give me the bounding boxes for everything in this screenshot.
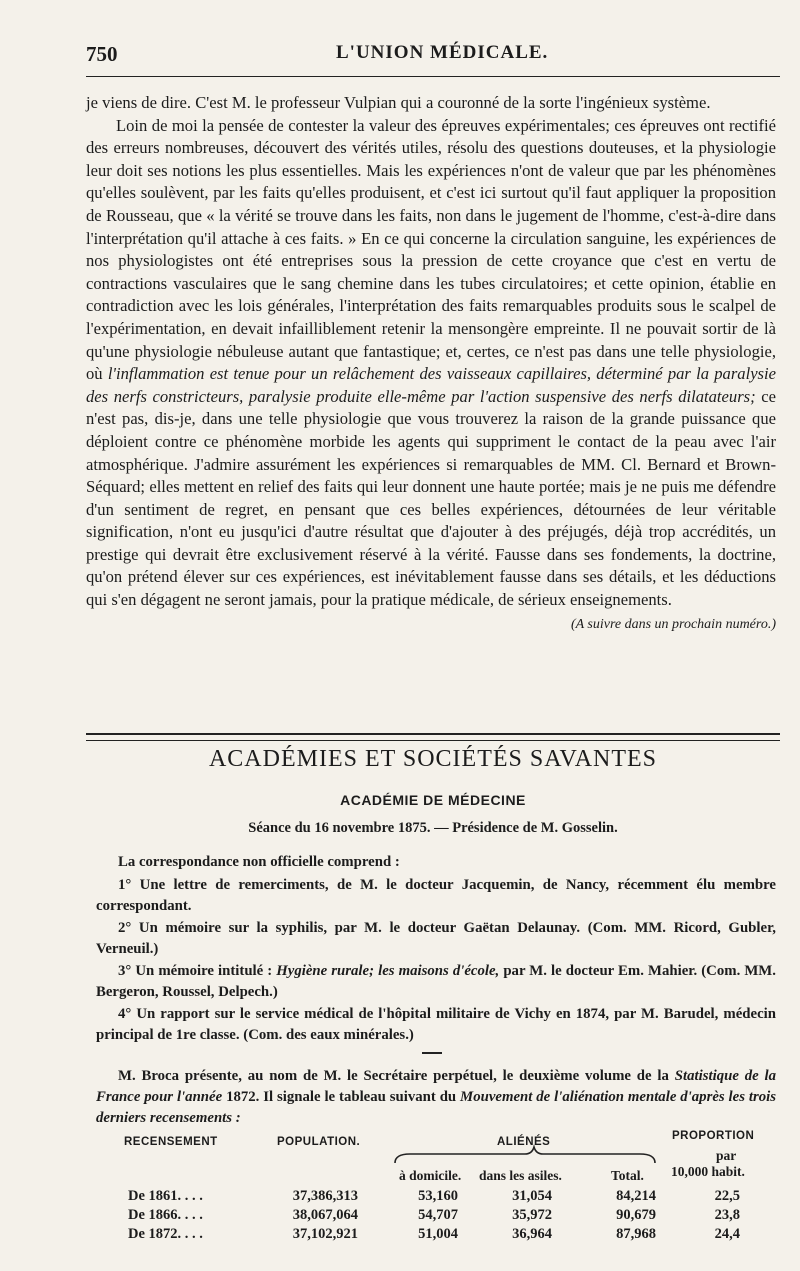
cell-proportion: 22,5	[714, 1188, 740, 1204]
article-body	[86, 92, 776, 636]
item-suffix: par M. le docteur Em. Mahier. (Com. MM. Bergeron, Roussel, Delpech.)	[96, 962, 776, 1000]
running-title: L'UNION MÉDICALE.	[336, 42, 549, 63]
item-prefix: 3° Un mémoire intitulé :	[118, 962, 273, 979]
broca-title-b: Mouvement de l'aliénation mentale d'après les trois derniers recensements :	[96, 1089, 776, 1126]
italic-passage: l'inflammation est tenue pour un relâchement des vaisseaux capillaires, déterminé par la paralysie des nerfs constricteurs, paralysie produite elle-même par l'action suspensive des nerfs dilatateurs;	[86, 364, 776, 406]
list-item: 4° Un rapport sur le service médical de l'hôpital militaire de Vichy en 1874, par M. Barudel, médecin principal de 1re classe. (Com. des eaux minérales.)	[96, 1005, 776, 1043]
header-rule	[86, 76, 780, 77]
cell-home: 53,160	[418, 1188, 458, 1204]
page-number: 750	[86, 42, 118, 66]
header-total: Total.	[611, 1168, 644, 1183]
header-asylums: dans les asiles.	[479, 1168, 562, 1183]
cell-year: De 1861. . . .	[128, 1188, 203, 1204]
list-item: 2° Un mémoire sur la syphilis, par M. le docteur Gaëtan Delaunay. (Com. MM. Ricord, Gubler, Verneuil.)	[96, 919, 776, 957]
section-subtitle: ACADÉMIE DE MÉDECINE	[340, 792, 526, 808]
cell-year: De 1872. . . .	[128, 1226, 203, 1242]
paragraph	[86, 115, 776, 612]
item-title: Hygiène rurale; les maisons d'école,	[276, 962, 500, 979]
broca-title-a: Statistique de la France pour l'année	[96, 1068, 776, 1105]
broca-text-a: présente, au nom de M. le Secrétaire perpétuel, le deuxième volume de la	[184, 1068, 669, 1084]
paragraph: je viens de dire. C'est M. le professeur Vulpian qui a couronné de la sorte l'ingénieux système.	[86, 93, 711, 112]
header-per: 10,000 habit.	[671, 1164, 745, 1179]
header-par: par	[716, 1148, 737, 1163]
cell-total: 84,214	[616, 1188, 656, 1204]
cell-asylums: 36,964	[512, 1226, 552, 1242]
cell-proportion: 24,4	[714, 1226, 740, 1242]
cell-population: 37,386,313	[292, 1188, 358, 1204]
cell-proportion: 23,8	[714, 1207, 740, 1223]
cell-population: 38,067,064	[292, 1207, 358, 1223]
cell-asylums: 31,054	[512, 1188, 552, 1204]
cell-total: 87,968	[616, 1226, 656, 1242]
page-header	[86, 38, 780, 74]
paragraph	[96, 1066, 776, 1129]
header-alienes: ALIÉNÉS	[497, 1136, 551, 1148]
list-item	[96, 961, 776, 1004]
presenter-name: M. Broca	[118, 1068, 180, 1084]
header-population: POPULATION.	[277, 1136, 361, 1148]
cell-home: 54,707	[418, 1207, 458, 1223]
broca-text-b: 1872. Il signale le tableau suivant du	[226, 1089, 457, 1105]
header-home: à domicile.	[399, 1168, 462, 1183]
short-rule	[422, 1052, 442, 1054]
list-item: 1° Une lettre de remerciments, de M. le docteur Jacquemin, de Nancy, récemment élu membre correspondant.	[96, 876, 776, 914]
header-census: RECENSEMENT	[124, 1136, 218, 1148]
cell-home: 51,004	[418, 1226, 458, 1242]
section-double-rule	[86, 733, 780, 741]
paragraph-end: ce n'est pas, dis-je, dans une telle physiologie que vous trouverez la raison de la grande puissance que déploient contre ce phénomène morbide les agents qui suppriment le contact de la peau avec l'air atmosphérique. J'admire assurément les expériences si remarquables de MM. Cl. Bernard et Brown-Séquard; elles mettent en relief des faits qui leur donnent une haute portée; mais je ne puis me défendre d'un sentiment de regret, en pensant que ces belles expériences, détournées de leur véritable signification, n'ont eu jusqu'ici d'autre résultat que d'ajouter à des préjugés, déjà trop accrédités, un prestige qui devrait être exclusivement réservé à la vérité. Fausse dans ses fondements, la doctrine, qu'on prétend élever sur ces expériences, est inévitablement fausse dans ses détails, et les déductions qui s'en dégagent ne seront jamais, pour la pratique médicale, de sérieux enseignements.	[86, 386, 776, 610]
header-proportion: PROPORTION	[672, 1130, 755, 1142]
correspondence-heading: La correspondance non officielle comprend :	[118, 854, 400, 870]
cell-total: 90,679	[616, 1207, 656, 1223]
correspondence	[96, 852, 776, 1047]
session-line: Séance du 16 novembre 1875. — Présidence de M. Gosselin.	[248, 820, 618, 836]
broca-paragraph	[96, 1066, 776, 1129]
cell-asylums: 35,972	[512, 1207, 552, 1223]
cell-population: 37,102,921	[292, 1226, 358, 1242]
paragraph-text: Loin de moi la pensée de contester la valeur des épreuves expérimentales; ces épreuves ont rectifié des erreurs nombreuses, découvert des vérités utiles, résolu des questions douteuses, et la physiologie leur doit ses notions les plus essentielles. Mais les expériences n'ont de valeur que par les phénomènes qu'elles soulèvent, par les faits qu'elles produisent, et c'est ici surtout qu'il faut appliquer la proposition de Rousseau, que « la vérité se trouve dans les faits, non dans le jugement de l'homme, c'est-à-dire dans l'interprétation qu'il attache à ces faits. » En ce qui concerne la circulation sanguine, les expériences de nos physiologistes ont été entreprises sous la pression de cette croyance que c'est en vertu de contractions vasculaires que le sang chemine dans les tubes circulatoires; et cette opinion, établie en contradiction avec les lois générales, l'interprétation des faits remarquables produits sous le scalpel de l'expérimentation, en devait infailliblement retenir la mensongère empreinte. Il ne pouvait sortir de là qu'une physiologie nébuleuse autant que fantastique; et, certes, ce n'est pas dans une telle physiologie, où	[86, 115, 776, 384]
section-title: ACADÉMIES ET SOCIÉTÉS SAVANTES	[208, 746, 658, 772]
cell-year: De 1866. . . .	[128, 1207, 203, 1223]
to-be-continued: (A suivre dans un prochain numéro.)	[570, 616, 776, 632]
